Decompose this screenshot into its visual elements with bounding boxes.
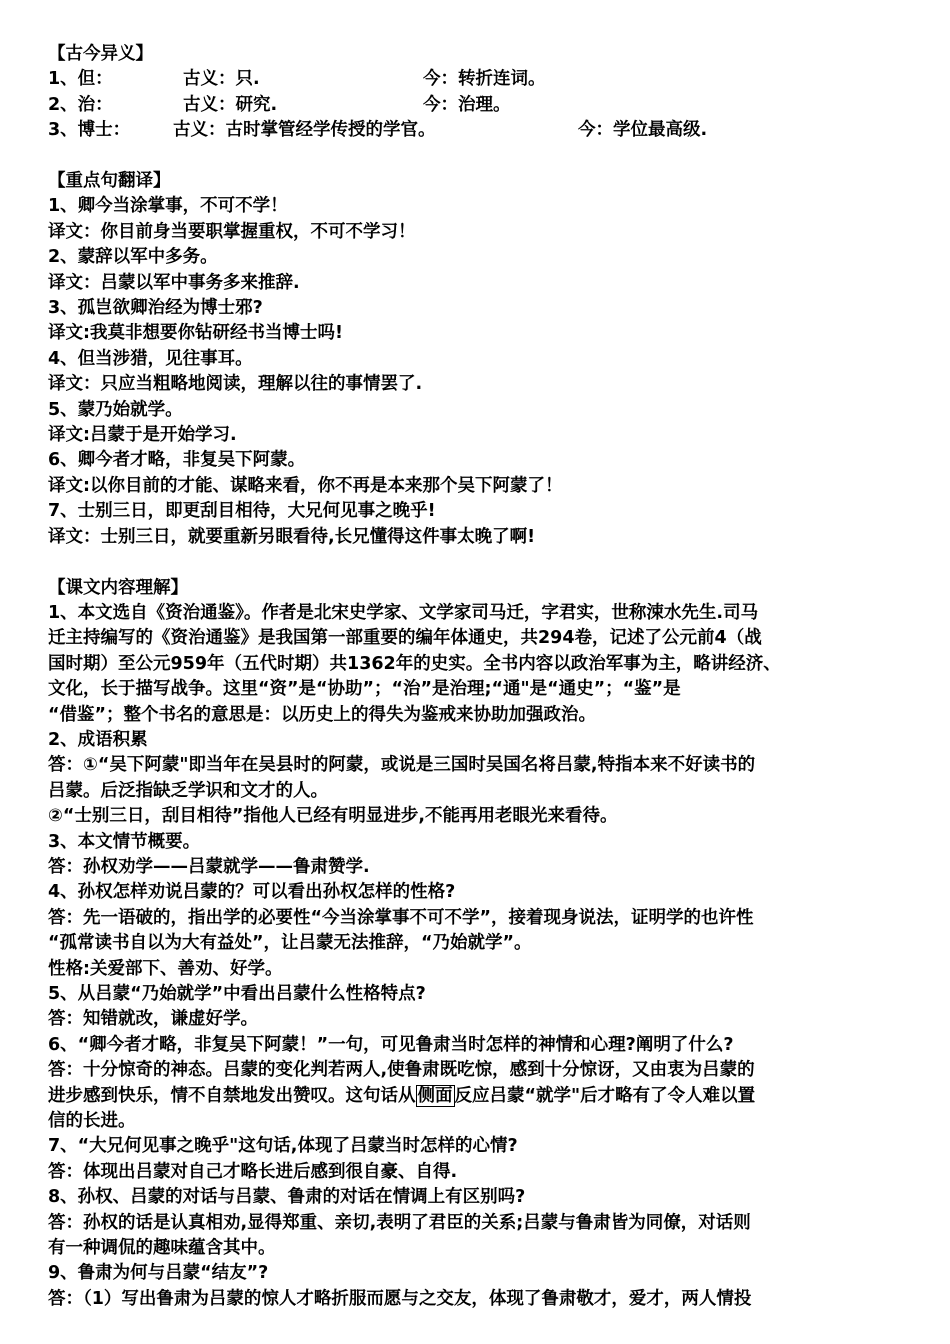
text-line: ②“士别三日，刮目相待”指他人已经有明显进步,不能再用老眼光来看待。 [48,806,618,827]
text-line: 7、士别三日，即更刮目相待，大兄何见事之晚乎! [48,501,436,522]
text-line: 译文:我莫非想要你钻研经书当博士吗! [48,323,343,344]
text-line: 1、本文选自《资治通鉴》。作者是北宋史学家、文学家司马迁，字君实，世称涑水先生.司马 [48,602,759,623]
text-line-with-box [48,1084,902,1109]
section-title-comprehension: 【课文内容理解】 [48,577,188,598]
text-line: 6、卿今者才略，非复吴下阿蒙。 [48,450,306,471]
text-line: 答：十分惊奇的神态。吕蒙的变化判若两人,使鲁肃既吃惊，感到十分惊讶，又由衷为吕蒙的 [48,1060,755,1081]
ancient-meaning: 古义：研究. [183,94,278,115]
term-row [48,118,902,143]
text-line: 答：体现出吕蒙对自己才略长进后感到很自豪、自得. [48,1161,458,1182]
text-segment: 反应吕蒙“就学"后才略有了令人难以置 [454,1085,756,1106]
text-line: 迁主持编写的《资治通鉴》是我国第一部重要的编年体通史，共294卷，记述了公元前4（战 [48,628,762,649]
text-line: 译文：吕蒙以军中事务多来推辞. [48,272,300,293]
text-line: “孤常读书自以为大有益处”，让吕蒙无法推辞，“乃始就学”。 [48,933,532,954]
text-line: 2、成语积累 [48,729,148,750]
ancient-meaning: 古义：古时掌管经学传授的学官。 [173,120,436,141]
blank-line [48,144,902,169]
text-line: 有一种调侃的趣味蕴含其中。 [48,1238,276,1259]
term: 2、治： [48,94,113,115]
text-line: 答：（1）写出鲁肃为吕蒙的惊人才略折服而愿与之交友，体现了鲁肃敬才，爱才，两人情投 [48,1288,752,1309]
text-line: 译文：只应当粗略地阅读，理解以往的事情罢了. [48,374,423,395]
text-line: 译文:吕蒙于是开始学习. [48,425,237,446]
text-line: 吕蒙。后泛指缺乏学识和文才的人。 [48,780,328,801]
text-line: 国时期）至公元959年（五代时期）共1362年的史实。全书内容以政治军事为主，略讲经济、 [48,653,781,674]
text-line: 文化，长于描写战争。这里“资”是“协助”；“治”是治理;“通"是“通史”；“鉴”是 [48,679,681,700]
term: 1、但： [48,69,113,90]
text-line: 性格:关爱部下、善劝、好学。 [48,958,283,979]
text-line: 8、孙权、吕蒙的对话与吕蒙、鲁肃的对话在情调上有区别吗? [48,1187,526,1208]
text-segment: 进步感到快乐，情不自禁地发出赞叹。这句话从 [48,1085,416,1106]
section-title-translation: 【重点句翻译】 [48,171,171,192]
translation-list [48,194,902,550]
ancient-meaning: 古义：只. [183,69,260,90]
text-line: 答：孙权劝学——吕蒙就学——鲁肃赞学. [48,856,370,877]
text-line: 9、鲁肃为何与吕蒙“结友”? [48,1263,269,1284]
text-line: 2、蒙辞以军中多务。 [48,247,218,268]
text-line: 5、从吕蒙“乃始就学”中看出吕蒙什么性格特点? [48,984,426,1004]
boxed-word: 侧面 [417,1085,453,1106]
modern-meaning: 今：学位最高级. [578,120,708,141]
text-line: 4、但当涉猎，见往事耳。 [48,348,253,369]
text-line: 译文:以你目前的才能、谋略来看，你不再是本来那个吴下阿蒙了！ [48,475,563,496]
text-line: 信的长进。 [48,1111,136,1132]
text-line: 答：孙权的话是认真相劝,显得郑重、亲切,表明了君臣的关系;吕蒙与鲁肃皆为同僚，对话则 [48,1212,751,1233]
text-line: 1、卿今当涂掌事，不可不学！ [48,196,288,217]
text-line: 7、“大兄何见事之晚乎"这句话,体现了吕蒙当时怎样的心情? [48,1136,518,1157]
text-line: 5、蒙乃始就学。 [48,399,183,420]
text-line: 6、“卿今者才略，非复吴下阿蒙！”一句，可见鲁肃当时怎样的神情和心理?阐明了什么? [48,1034,734,1055]
blank-line [48,550,902,575]
term-row [48,93,902,118]
comprehension-list [48,601,902,1312]
text-line: 3、本文情节概要。 [48,831,201,852]
text-line: 3、孤岂欲卿治经为博士邪? [48,298,263,319]
text-line: 译文：你目前身当要职掌握重权，不可不学习！ [48,221,416,242]
text-line: 答：知错就改，谦虚好学。 [48,1009,258,1030]
term-row [48,67,902,92]
text-line: “借鉴”；整个书名的意思是：以历史上的得失为鉴戒来协助加强政治。 [48,704,597,725]
text-line: 译文：士别三日，就要重新另眼看待,长兄懂得这件事太晚了啊! [48,526,536,547]
text-line: 答：先一语破的，指出学的必要性“今当涂掌事不可不学”，接着现身说法，证明学的也许性 [48,907,754,928]
text-line: 4、孙权怎样劝说吕蒙的？可以看出孙权怎样的性格? [48,882,456,903]
text-line: 答：①“吴下阿蒙"即当年在吴县时的阿蒙，或说是三国时吴国名将吕蒙,特指本来不好读书的 [48,755,756,776]
modern-meaning: 今：转折连词。 [423,69,546,90]
section-title-ancient-modern: 【古今异义】 [48,44,153,64]
term: 3、博士： [48,120,131,141]
modern-meaning: 今：治理。 [423,94,511,115]
